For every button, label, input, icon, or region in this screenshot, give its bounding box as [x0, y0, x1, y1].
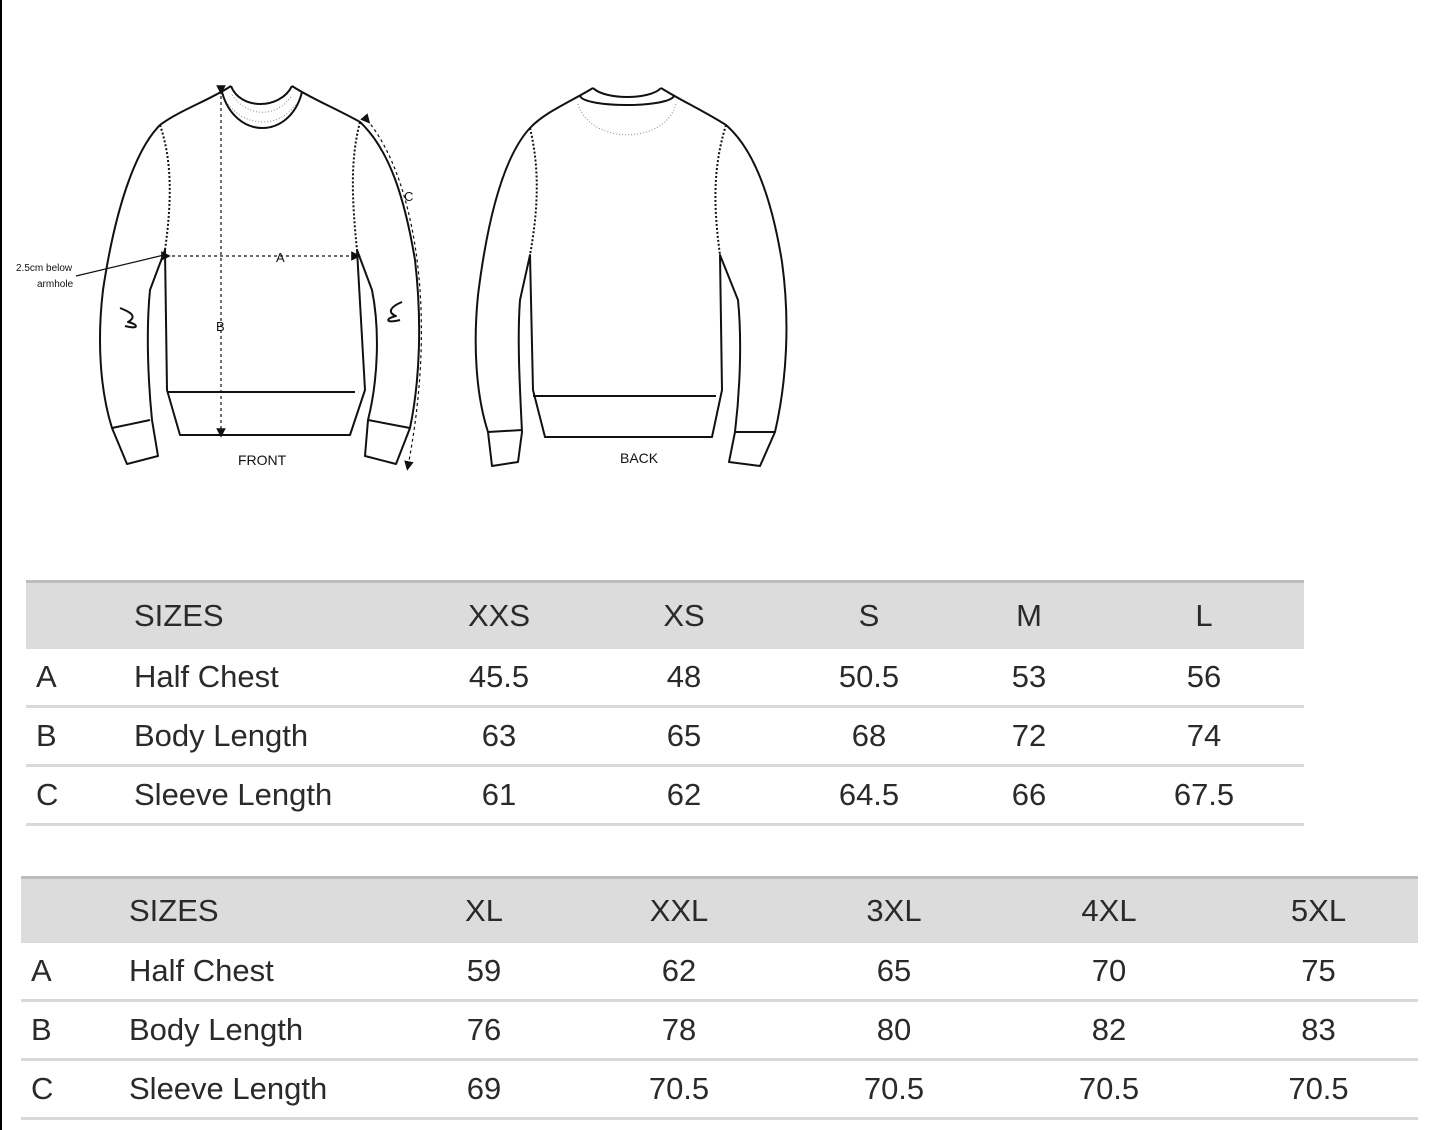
back-label: BACK	[620, 450, 659, 466]
back-sweatshirt-outline	[476, 88, 787, 466]
measure-b-label: B	[216, 319, 225, 334]
row-code: A	[21, 943, 129, 1001]
value-cell: 68	[784, 707, 954, 766]
measure-a-label: A	[276, 250, 285, 265]
sweatshirt-diagram	[0, 0, 860, 500]
value-cell: 83	[1219, 1001, 1418, 1060]
value-cell: 72	[954, 707, 1104, 766]
size-xxl: XXL	[569, 878, 789, 944]
size-xs: XS	[584, 582, 784, 650]
row-code: B	[26, 707, 134, 766]
front-sweatshirt-outline	[100, 86, 419, 464]
sizes-heading: SIZES	[129, 878, 399, 944]
table-row	[21, 1001, 1418, 1060]
value-cell: 67.5	[1104, 766, 1304, 825]
front-label: FRONT	[238, 452, 287, 468]
header-code-cell	[21, 878, 129, 944]
value-cell: 78	[569, 1001, 789, 1060]
value-cell: 65	[789, 943, 999, 1001]
table-row	[21, 943, 1418, 1001]
value-cell: 62	[569, 943, 789, 1001]
table-row	[26, 707, 1304, 766]
armhole-pointer	[76, 255, 164, 276]
value-cell: 70.5	[569, 1060, 789, 1119]
header-code-cell	[26, 582, 134, 650]
size-header-row	[21, 878, 1418, 944]
size-table-large	[21, 876, 1418, 1120]
size-table-small	[26, 580, 1304, 826]
value-cell: 66	[954, 766, 1104, 825]
value-cell: 63	[414, 707, 584, 766]
row-label: Body Length	[134, 707, 414, 766]
size-3xl: 3XL	[789, 878, 999, 944]
table-row	[26, 649, 1304, 707]
row-label: Sleeve Length	[134, 766, 414, 825]
value-cell: 61	[414, 766, 584, 825]
value-cell: 75	[1219, 943, 1418, 1001]
value-cell: 50.5	[784, 649, 954, 707]
value-cell: 74	[1104, 707, 1304, 766]
size-m: M	[954, 582, 1104, 650]
armhole-note-line2: armhole	[37, 279, 74, 290]
value-cell: 69	[399, 1060, 569, 1119]
value-cell: 56	[1104, 649, 1304, 707]
row-label: Sleeve Length	[129, 1060, 399, 1119]
value-cell: 59	[399, 943, 569, 1001]
value-cell: 65	[584, 707, 784, 766]
size-s: S	[784, 582, 954, 650]
value-cell: 70	[999, 943, 1219, 1001]
size-header-row	[26, 582, 1304, 650]
row-code: C	[21, 1060, 129, 1119]
value-cell: 45.5	[414, 649, 584, 707]
sizes-heading: SIZES	[134, 582, 414, 650]
armhole-note-line1: 2.5cm below	[16, 263, 73, 274]
row-code: B	[21, 1001, 129, 1060]
table-row	[26, 766, 1304, 825]
size-4xl: 4XL	[999, 878, 1219, 944]
measure-c-label: C	[404, 189, 414, 204]
value-cell: 70.5	[999, 1060, 1219, 1119]
back-collar-rib	[578, 104, 676, 135]
value-cell: 53	[954, 649, 1104, 707]
size-5xl: 5XL	[1219, 878, 1418, 944]
value-cell: 70.5	[789, 1060, 999, 1119]
value-cell: 80	[789, 1001, 999, 1060]
value-cell: 62	[584, 766, 784, 825]
value-cell: 48	[584, 649, 784, 707]
value-cell: 64.5	[784, 766, 954, 825]
row-label: Body Length	[129, 1001, 399, 1060]
value-cell: 70.5	[1219, 1060, 1418, 1119]
value-cell: 82	[999, 1001, 1219, 1060]
value-cell: 76	[399, 1001, 569, 1060]
size-l: L	[1104, 582, 1304, 650]
size-xl: XL	[399, 878, 569, 944]
row-label: Half Chest	[129, 943, 399, 1001]
table-row	[21, 1060, 1418, 1119]
row-code: A	[26, 649, 134, 707]
size-xxs: XXS	[414, 582, 584, 650]
row-code: C	[26, 766, 134, 825]
row-label: Half Chest	[134, 649, 414, 707]
